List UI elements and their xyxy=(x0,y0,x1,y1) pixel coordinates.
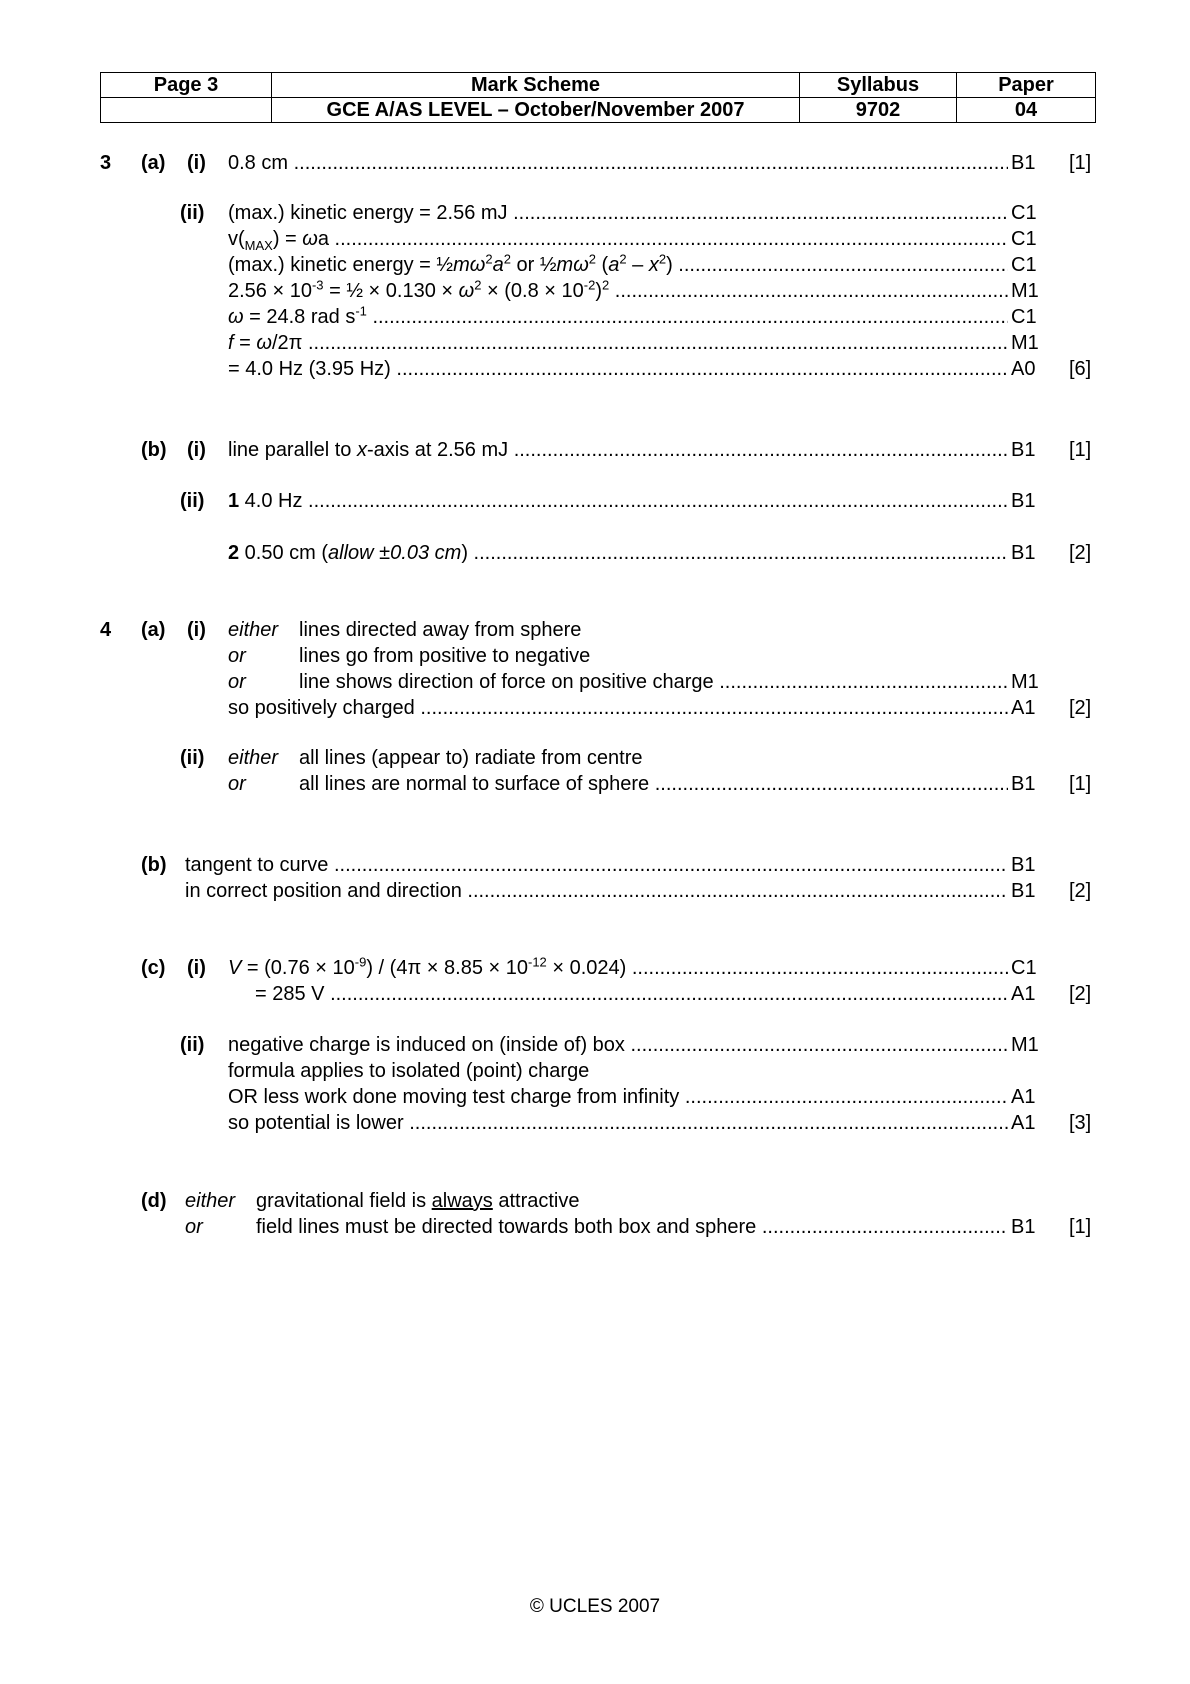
mark-code: A0 xyxy=(1011,358,1036,380)
mark-code: A1 xyxy=(1011,1086,1036,1108)
connective: either xyxy=(228,747,279,769)
answer-text: negative charge is induced on (inside of) box ..... xyxy=(228,1032,1008,1058)
copyright-footer: © UCLES 2007 xyxy=(529,1596,661,1617)
answer-text: OR less work done moving test charge from infinity ..... xyxy=(228,1084,1008,1110)
header-exam: GCE A/AS LEVEL – October/November 2007 xyxy=(272,98,800,123)
question-number: 4 xyxy=(100,619,112,641)
mark-code: B1 xyxy=(1011,773,1036,795)
answer-text: $2.56 \times 10^{-3}$ = ½ × $0.130 \times \omega^2 \times (0.8 \times 10^{-2})^2$ ..... xyxy=(228,278,1008,304)
connective: or xyxy=(228,645,246,667)
answer-text: $V = (0.76 \times 10^{-9}) / (4\pi \times 8.85 \times 10^{-12} \times 0.024)$ ..... xyxy=(228,955,1008,981)
header-page: Page 3 xyxy=(101,73,272,98)
header-paper-label: Paper xyxy=(957,73,1096,98)
mark-total: [2] xyxy=(1069,983,1092,1005)
answer-text: 2 0.50 cm (allow ±0.03 cm) ..... xyxy=(228,540,1008,566)
connective: or xyxy=(185,1216,203,1238)
mark-code: B1 xyxy=(1011,880,1036,902)
answer-text: so positively charged ..... xyxy=(228,695,1008,721)
mark-code: C1 xyxy=(1011,306,1037,328)
mark-total: [2] xyxy=(1069,697,1092,719)
part-label: (a) xyxy=(141,619,166,641)
answer-text: line shows direction of force on positive charge ..... xyxy=(299,669,1008,695)
question-number: 3 xyxy=(100,152,112,174)
answer-text: tangent to curve ..... xyxy=(185,852,1008,878)
connective: or xyxy=(228,671,246,693)
mark-total: [1] xyxy=(1069,1216,1092,1238)
mark-total: [6] xyxy=(1069,358,1092,380)
header-blank xyxy=(101,98,272,123)
subpart-label: (ii) xyxy=(180,202,205,224)
answer-text: $v(_{MAX}) = \omega a$ ..... xyxy=(228,226,1008,252)
subpart-label: (i) xyxy=(187,152,206,174)
part-label: (a) xyxy=(141,152,166,174)
subpart-label: (ii) xyxy=(180,1034,205,1056)
answer-text: field lines must be directed towards both box and sphere ..... xyxy=(256,1214,1008,1240)
answer-text: 0.8 cm ..... xyxy=(228,150,1008,176)
part-label: (c) xyxy=(141,957,166,979)
answer-text: line parallel to x-axis at 2.56 mJ ..... xyxy=(228,437,1008,463)
part-label: (b) xyxy=(141,439,167,461)
answer-text: = 4.0 Hz (3.95 Hz) ..... xyxy=(228,356,1008,382)
mark-total: [1] xyxy=(1069,152,1092,174)
header-syllabus-code: 9702 xyxy=(800,98,957,123)
mark-code: B1 xyxy=(1011,542,1036,564)
subpart-label: (ii) xyxy=(180,490,205,512)
mark-code: M1 xyxy=(1011,671,1039,693)
mark-total: [3] xyxy=(1069,1112,1092,1134)
mark-code: A1 xyxy=(1011,983,1036,1005)
connective: either xyxy=(228,619,279,641)
answer-text: 1 4.0 Hz ..... xyxy=(228,488,1008,514)
mark-code: A1 xyxy=(1011,697,1036,719)
mark-code: B1 xyxy=(1011,439,1036,461)
mark-code: A1 xyxy=(1011,1112,1036,1134)
mark-code: B1 xyxy=(1011,1216,1036,1238)
mark-total: [1] xyxy=(1069,439,1092,461)
mark-total: [2] xyxy=(1069,880,1092,902)
answer-text: all lines are normal to surface of sphere ..... xyxy=(299,771,1008,797)
mark-code: M1 xyxy=(1011,332,1039,354)
mark-code: C1 xyxy=(1011,254,1037,276)
answer-text: formula applies to isolated (point) charge xyxy=(228,1060,590,1082)
answer-text: lines go from positive to negative xyxy=(299,645,591,667)
mark-code: B1 xyxy=(1011,854,1036,876)
mark-code: C1 xyxy=(1011,957,1037,979)
answer-text: f = ω/2π ..... xyxy=(228,330,1008,356)
mark-total: [2] xyxy=(1069,542,1092,564)
answer-text: (max.) kinetic energy = $\frac{1}{2}m\omega^2a^2$ or $\frac{1}{2}m\omega^2$ $(a^2 - x^2)$ ..... xyxy=(228,252,1008,278)
header-paper-code: 04 xyxy=(957,98,1096,123)
connective: or xyxy=(228,773,246,795)
mark-code: C1 xyxy=(1011,228,1037,250)
part-label: (b) xyxy=(141,854,167,876)
subpart-label: (ii) xyxy=(180,747,205,769)
connective: either xyxy=(185,1190,236,1212)
mark-code: M1 xyxy=(1011,280,1039,302)
mark-code: B1 xyxy=(1011,490,1036,512)
answer-text: gravitational field is always attractive xyxy=(256,1190,580,1212)
subpart-label: (i) xyxy=(187,619,206,641)
subpart-label: (i) xyxy=(187,957,206,979)
subpart-label: (i) xyxy=(187,439,206,461)
mark-code: M1 xyxy=(1011,1034,1039,1056)
answer-text: (max.) kinetic energy = 2.56 mJ ..... xyxy=(228,200,1008,226)
answer-text: ω = 24.8 rad $s^{-1}$ ..... xyxy=(228,304,1008,330)
answer-text: lines directed away from sphere xyxy=(299,619,582,641)
mark-total: [1] xyxy=(1069,773,1092,795)
answer-text: so potential is lower ..... xyxy=(228,1110,1008,1136)
answer-text: in correct position and direction ..... xyxy=(185,878,1008,904)
answer-text: = 285 V ..... xyxy=(255,981,1008,1007)
part-label: (d) xyxy=(141,1190,167,1212)
mark-code: C1 xyxy=(1011,202,1037,224)
mark-code: B1 xyxy=(1011,152,1036,174)
header-syllabus-label: Syllabus xyxy=(800,73,957,98)
header-table xyxy=(100,72,1096,123)
header-title: Mark Scheme xyxy=(272,73,800,98)
answer-text: all lines (appear to) radiate from centre xyxy=(299,747,643,769)
